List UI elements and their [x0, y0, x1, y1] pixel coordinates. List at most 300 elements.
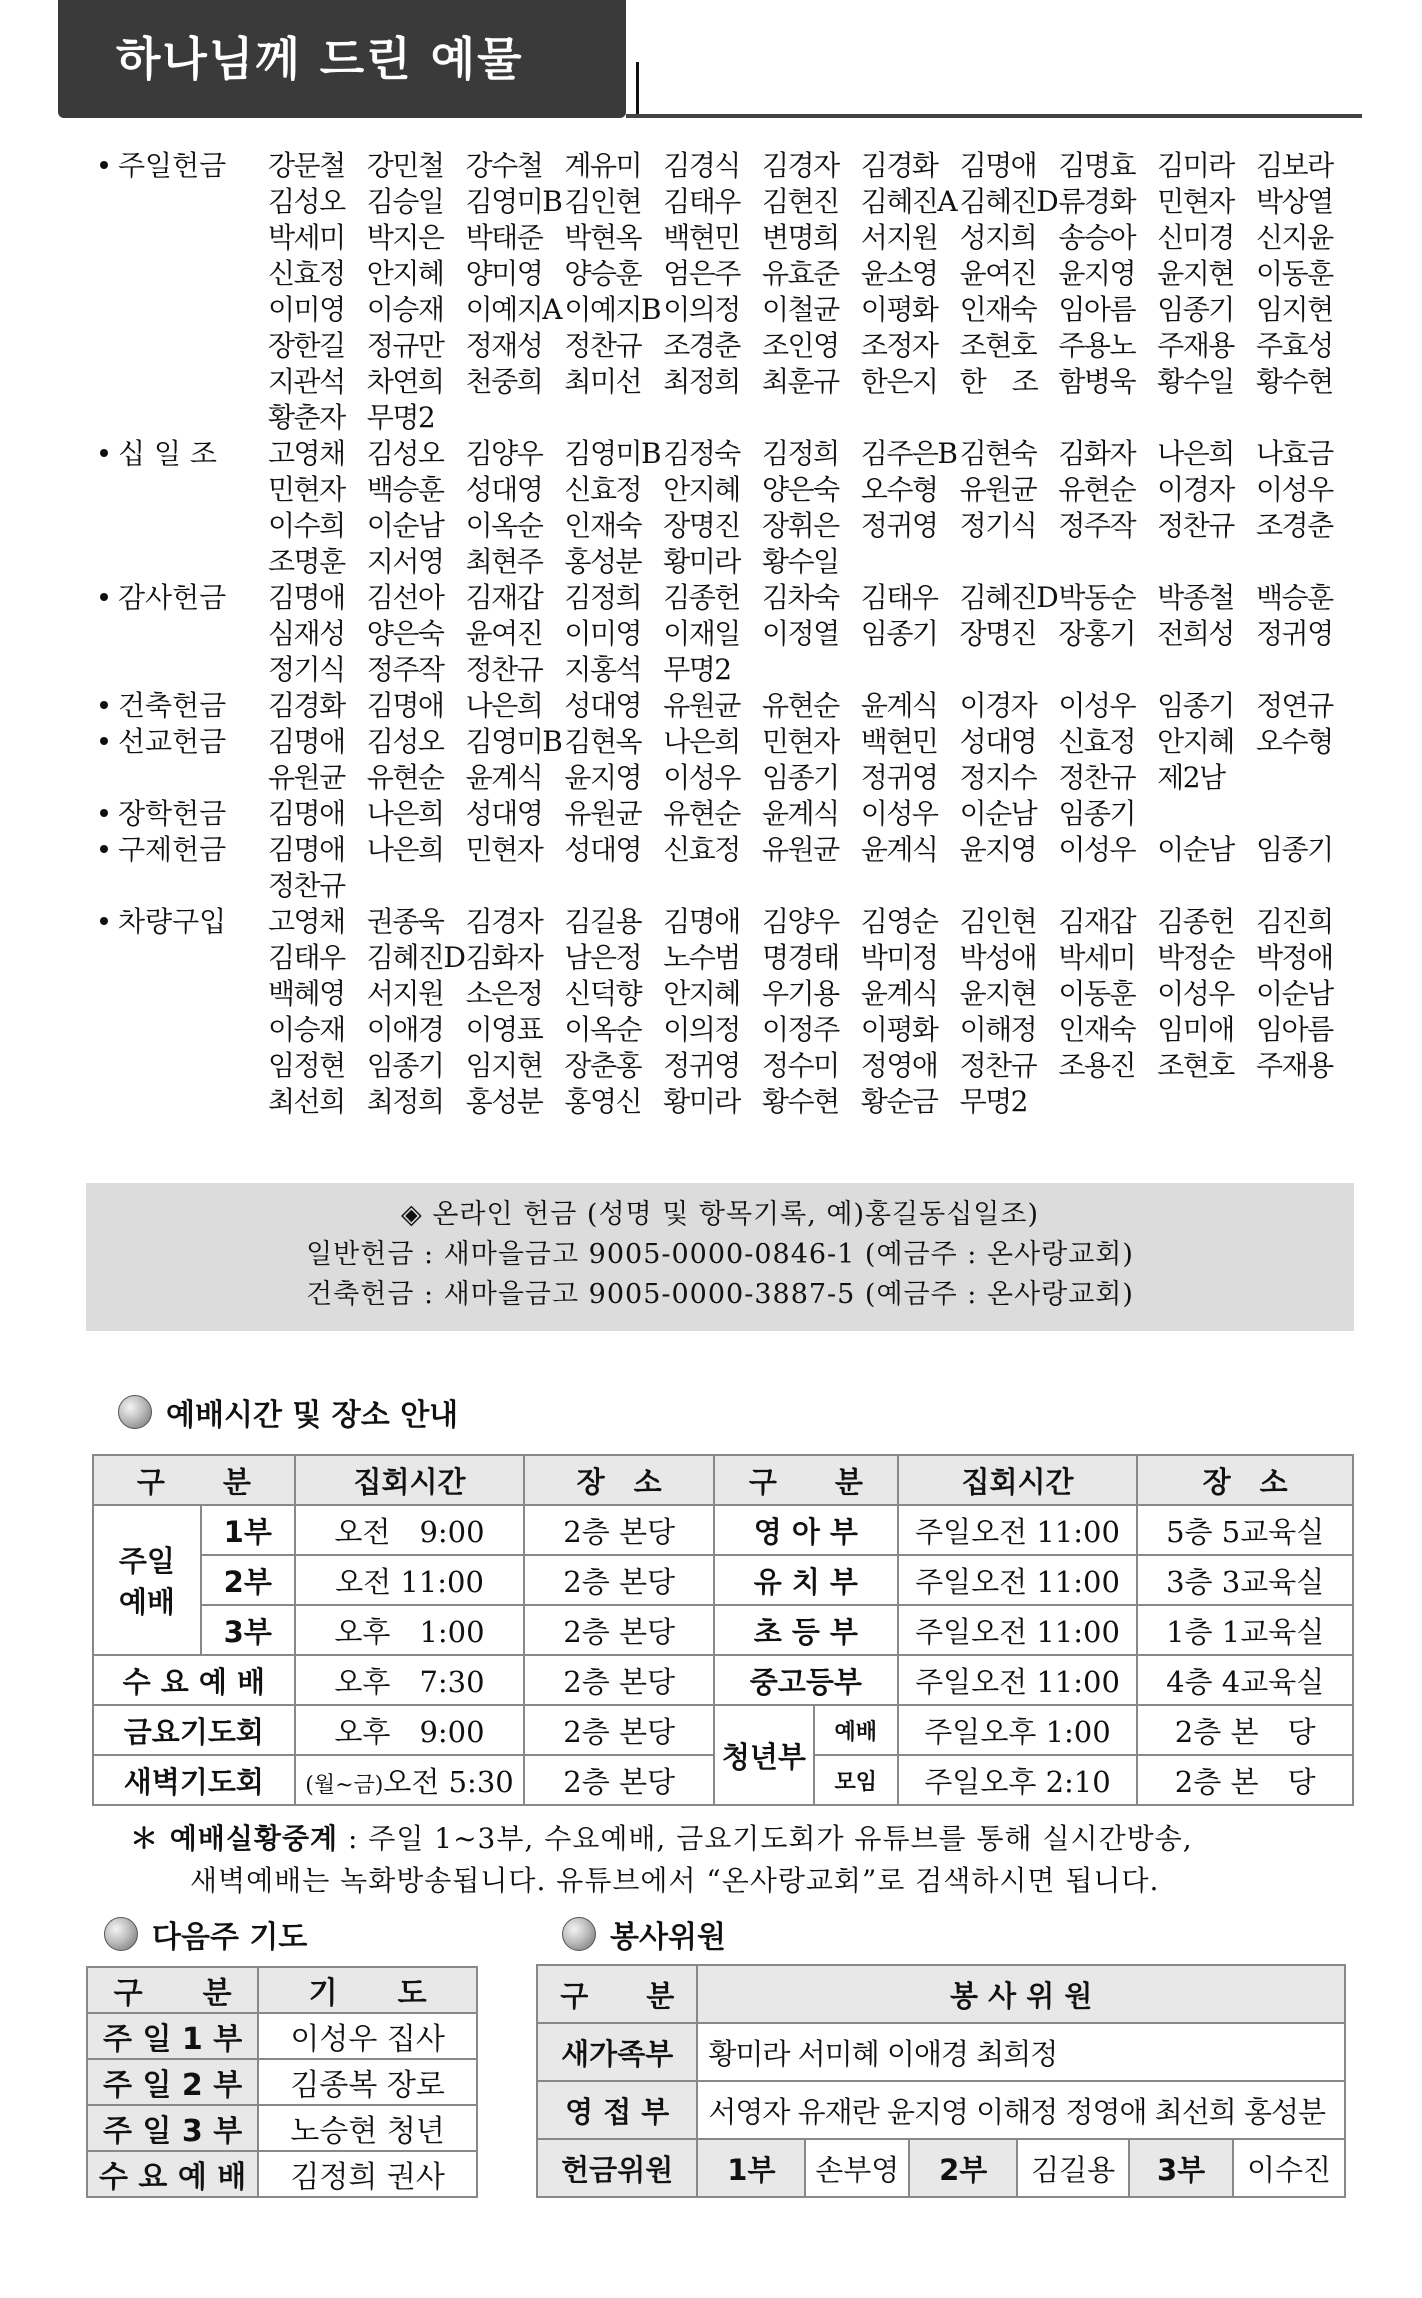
donor-name: 이성우 [1058, 833, 1136, 866]
offering-row [100, 904, 1380, 1120]
donor-name: 이미영 [268, 293, 345, 326]
donor-name: 임지현 [465, 1049, 543, 1082]
dept-time: 주일오전 11:00 [898, 1655, 1138, 1705]
sunday-time: 오후 1:00 [295, 1605, 525, 1655]
donor-name: 김명애 [663, 905, 740, 938]
donor-name: 황미라 [663, 1085, 740, 1118]
donor-name: 임종기 [860, 617, 938, 650]
wednesday-label: 수 요 예 배 [93, 1655, 295, 1705]
donor-name: 임종기 [1157, 293, 1234, 326]
donor-name: 김명애 [366, 689, 444, 722]
donor-name: 홍영신 [564, 1085, 642, 1118]
donor-name: 김태우 [860, 581, 938, 614]
prayer-row-label: 주 일 1 부 [87, 2013, 258, 2059]
donor-name: 나은희 [1157, 437, 1234, 470]
donor-name: 이수희 [268, 509, 345, 542]
volunteer-header-members: 봉 사 위 원 [697, 1965, 1345, 2023]
offering-row [100, 724, 1380, 796]
donor-name: 인재숙 [959, 293, 1037, 326]
donor-name: 이영표 [465, 1013, 543, 1046]
donor-name: 유원균 [564, 797, 642, 830]
donor-name: 이예지B [564, 293, 661, 326]
worship-schedule-table [92, 1454, 1354, 1806]
donor-name: 서지원 [366, 977, 444, 1010]
donor-name: 강문철 [268, 149, 345, 182]
donor-name: 이성우 [1157, 977, 1234, 1010]
donor-name: 안지혜 [366, 257, 444, 290]
offering-names [268, 904, 1380, 1120]
offering-names [268, 148, 1380, 436]
donor-name: 정찬규 [465, 653, 543, 686]
donor-name: 정재성 [465, 329, 543, 362]
offering-category [100, 580, 268, 688]
donor-name: 양은숙 [366, 617, 444, 650]
donor-name: 안지혜 [1157, 725, 1234, 758]
donor-name: 정찬규 [1058, 761, 1136, 794]
donor-name: 윤계식 [860, 977, 938, 1010]
offering-row [100, 796, 1380, 832]
youth-place: 2층 본 당 [1137, 1755, 1353, 1805]
wednesday-time: 오후 7:30 [295, 1655, 525, 1705]
dawn-time: (월~금)오전 5:30 [295, 1755, 525, 1805]
donor-name: 김화자 [1058, 437, 1136, 470]
donor-name: 정귀영 [860, 761, 938, 794]
donor-name: 정지수 [959, 761, 1037, 794]
donor-name: 정주작 [1058, 509, 1136, 542]
donor-name: 유현순 [1058, 473, 1136, 506]
donor-name: 정찬규 [268, 869, 345, 902]
donor-name: 신효정 [1058, 725, 1136, 758]
sunday-worship-label: 주일 예배 [93, 1505, 201, 1655]
youth-place: 2층 본 당 [1137, 1705, 1353, 1755]
donor-name: 김양우 [761, 905, 839, 938]
donor-name: 이의정 [663, 293, 740, 326]
donor-name: 백승훈 [1255, 581, 1333, 614]
donor-name: 이동훈 [1255, 257, 1333, 290]
donor-name: 박세미 [1058, 941, 1136, 974]
donor-name: 장명진 [663, 509, 740, 542]
prayer-section-title [104, 1912, 307, 1956]
donor-name: 이순남 [1157, 833, 1234, 866]
page-title-tab [58, 0, 626, 118]
donor-name: 신미경 [1157, 221, 1234, 254]
donor-name: 조인영 [761, 329, 839, 362]
donor-name: 김재갑 [1058, 905, 1136, 938]
donor-name: 윤계식 [761, 797, 839, 830]
dept-place: 5층 5교육실 [1137, 1505, 1353, 1555]
donor-name: 황수일 [1157, 365, 1234, 398]
broadcast-notice-line2: 새벽예배는 녹화방송됩니다. 유튜브에서 “온사랑교회”로 검색하시면 됩니다. [190, 1864, 1160, 1897]
donor-name: 황순금 [860, 1085, 938, 1118]
donor-name: 김미라 [1157, 149, 1234, 182]
bullet-dot-icon [100, 701, 108, 709]
prayer-row-label: 주 일 2 부 [87, 2059, 258, 2105]
donor-name: 무명2 [959, 1085, 1027, 1118]
offering-names [268, 436, 1380, 580]
donor-name: 윤계식 [465, 761, 543, 794]
donor-name: 김혜진A [860, 185, 957, 218]
sunday-part: 3부 [201, 1605, 295, 1655]
offering-names [268, 796, 1380, 832]
donor-name: 이옥순 [465, 509, 543, 542]
donor-name: 김경화 [860, 149, 938, 182]
donor-name: 임종기 [1058, 797, 1136, 830]
broadcast-notice-label: ＊ 예배실황중계 [130, 1822, 339, 1855]
donor-name: 민현자 [1157, 185, 1234, 218]
donor-name: 이애경 [366, 1013, 444, 1046]
donor-name: 천중희 [465, 365, 543, 398]
donor-name: 조용진 [1058, 1049, 1136, 1082]
friday-label: 금요기도회 [93, 1705, 295, 1755]
donor-name: 이승재 [366, 293, 444, 326]
offering-name: 이수진 [1233, 2139, 1345, 2197]
donor-name: 최훈규 [761, 365, 839, 398]
donor-name: 이동훈 [1058, 977, 1136, 1010]
donor-name: 윤소영 [860, 257, 938, 290]
donor-name: 조경춘 [663, 329, 740, 362]
bullet-ball-icon [562, 1917, 596, 1951]
donor-name: 장홍기 [1058, 617, 1136, 650]
dept-time: 주일오전 11:00 [898, 1555, 1138, 1605]
donor-name: 김명애 [959, 149, 1037, 182]
bullet-dot-icon [100, 845, 108, 853]
donor-name: 김영미B [465, 185, 562, 218]
donor-name: 박성애 [959, 941, 1037, 974]
donor-name: 윤계식 [860, 833, 938, 866]
bullet-ball-icon [104, 1917, 138, 1951]
donor-name: 임종기 [1157, 689, 1234, 722]
donor-name: 이순남 [366, 509, 444, 542]
donor-name: 고영채 [268, 905, 345, 938]
donor-name: 황미라 [663, 545, 740, 578]
donor-name: 강민철 [366, 149, 444, 182]
donor-name: 정주작 [366, 653, 444, 686]
prayer-header-name: 기 도 [258, 1967, 477, 2013]
donor-name: 나효금 [1255, 437, 1333, 470]
donor-name: 정찬규 [959, 1049, 1037, 1082]
donor-name: 김선아 [366, 581, 444, 614]
offering-committee-label: 헌금위원 [537, 2139, 697, 2197]
donor-name: 최선희 [268, 1085, 345, 1118]
donor-name: 지서영 [366, 545, 444, 578]
donor-name: 민현자 [761, 725, 839, 758]
donor-name: 김경화 [268, 689, 345, 722]
friday-place: 2층 본당 [524, 1705, 714, 1755]
donor-name: 이성우 [1255, 473, 1333, 506]
donor-name: 이해정 [959, 1013, 1037, 1046]
donor-name: 지관석 [268, 365, 345, 398]
prayer-row-name: 김종복 장로 [258, 2059, 477, 2105]
header-category: 구 분 [93, 1455, 295, 1505]
donor-name: 정영애 [860, 1049, 938, 1082]
header-time-right: 집회시간 [898, 1455, 1138, 1505]
youth-sub: 모임 [814, 1755, 898, 1805]
donor-name: 민현자 [465, 833, 543, 866]
donor-name: 이순남 [959, 797, 1037, 830]
offering-row [100, 436, 1380, 580]
donor-name: 이성우 [1058, 689, 1136, 722]
donor-name: 김혜진D [959, 581, 1058, 614]
donor-name: 오수형 [1255, 725, 1333, 758]
header-rule [626, 114, 1362, 118]
donor-name: 신지윤 [1255, 221, 1333, 254]
youth-sub: 예배 [814, 1705, 898, 1755]
donor-name: 인재숙 [1058, 1013, 1136, 1046]
offering-category [100, 436, 268, 580]
donor-name: 주재용 [1255, 1049, 1333, 1082]
donor-name: 성대영 [465, 473, 543, 506]
donor-name: 지홍석 [564, 653, 642, 686]
donor-name: 박지은 [366, 221, 444, 254]
donor-name: 최미선 [564, 365, 642, 398]
schedule-title-text: 예배시간 및 장소 안내 [166, 1398, 459, 1433]
donor-name: 김현숙 [959, 437, 1037, 470]
donor-name: 정찬규 [1157, 509, 1234, 542]
donor-name: 박미정 [860, 941, 938, 974]
donor-name: 백혜영 [268, 977, 345, 1010]
bullet-dot-icon [100, 161, 108, 169]
volunteer-table [536, 1964, 1346, 2198]
donor-name: 성대영 [564, 689, 642, 722]
donor-name: 신효정 [268, 257, 345, 290]
donor-name: 김영미B [465, 725, 562, 758]
volunteer-header-category: 구 분 [537, 1965, 697, 2023]
offering-row [100, 580, 1380, 688]
donor-name: 김차숙 [761, 581, 839, 614]
dept-time: 주일오전 11:00 [898, 1605, 1138, 1655]
offering-category [100, 904, 268, 1120]
prayer-title-text: 다음주 기도 [152, 1920, 308, 1955]
donor-name: 백현민 [663, 221, 740, 254]
donor-name: 김태우 [268, 941, 345, 974]
donor-name: 김성오 [366, 437, 444, 470]
sunday-part: 1부 [201, 1505, 295, 1555]
bullet-dot-icon [100, 449, 108, 457]
online-offering-heading: ◈ 온라인 헌금 (성명 및 항목기록, 예)홍길동십일조) [401, 1199, 1039, 1230]
donor-name: 성대영 [959, 725, 1037, 758]
bullet-dot-icon [100, 917, 108, 925]
donor-name: 유효준 [761, 257, 839, 290]
donor-name: 조현호 [1157, 1049, 1234, 1082]
donor-name: 김승일 [366, 185, 444, 218]
donor-name: 장춘홍 [564, 1049, 642, 1082]
dept-label: 영 아 부 [714, 1505, 898, 1555]
donor-name: 유현순 [663, 797, 740, 830]
offering-name: 손부영 [805, 2139, 909, 2197]
volunteer-section-title [562, 1912, 726, 1956]
donor-name: 이옥순 [564, 1013, 642, 1046]
donor-name: 황수일 [761, 545, 839, 578]
donor-name: 한 조 [959, 365, 1038, 398]
sunday-part: 2부 [201, 1555, 295, 1605]
offering-row [100, 148, 1380, 436]
offering-row [100, 688, 1380, 724]
donor-name: 성대영 [564, 833, 642, 866]
donor-name: 나은희 [366, 797, 444, 830]
donor-name: 주용노 [1058, 329, 1136, 362]
donor-name: 이평화 [860, 1013, 938, 1046]
donor-name: 이정주 [761, 1013, 839, 1046]
offering-category-label: 십 일 조 [118, 437, 217, 470]
donor-name: 정귀영 [1255, 617, 1333, 650]
offering-part: 3부 [1129, 2139, 1233, 2197]
donor-name: 무명2 [663, 653, 731, 686]
donor-name: 이평화 [860, 293, 938, 326]
sunday-time: 오전 11:00 [295, 1555, 525, 1605]
offering-category [100, 724, 268, 796]
offering-category-label: 건축헌금 [118, 689, 227, 722]
donor-name: 김영순 [860, 905, 938, 938]
donor-name: 김종헌 [1157, 905, 1234, 938]
donor-name: 김성오 [366, 725, 444, 758]
donor-name: 제2남 [1157, 761, 1225, 794]
donor-name: 김재갑 [465, 581, 543, 614]
donor-name: 장한길 [268, 329, 345, 362]
offering-category [100, 832, 268, 904]
donor-name: 김성오 [268, 185, 345, 218]
donor-name: 나은희 [366, 833, 444, 866]
donor-name: 김태우 [663, 185, 740, 218]
donor-name: 김보라 [1255, 149, 1333, 182]
donor-name: 윤지현 [959, 977, 1037, 1010]
donor-name: 나은희 [465, 689, 543, 722]
donor-name: 정연규 [1255, 689, 1333, 722]
donor-name: 임종기 [366, 1049, 444, 1082]
donor-name: 양미영 [465, 257, 543, 290]
title-divider [636, 62, 639, 114]
donor-name: 주재용 [1157, 329, 1234, 362]
offering-category [100, 688, 268, 724]
prayer-row-name: 이성우 집사 [258, 2013, 477, 2059]
donor-name: 윤여진 [465, 617, 543, 650]
bullet-ball-icon [118, 1395, 152, 1429]
donor-name: 윤여진 [959, 257, 1037, 290]
donor-name: 최정희 [366, 1085, 444, 1118]
donor-name: 한은지 [860, 365, 938, 398]
page-title: 하나님께 드린 예물 [116, 32, 524, 86]
new-family-label: 새가족부 [537, 2023, 697, 2081]
donor-name: 홍성분 [465, 1085, 543, 1118]
volunteer-title-text: 봉사위원 [610, 1920, 726, 1955]
donor-name: 윤지영 [564, 761, 642, 794]
donor-name: 임종기 [1255, 833, 1333, 866]
broadcast-notice [130, 1818, 1370, 1902]
donor-name: 전희성 [1157, 617, 1234, 650]
donor-name: 윤지영 [1058, 257, 1136, 290]
prayer-row-label: 수 요 예 배 [87, 2151, 258, 2197]
donor-name: 박종철 [1157, 581, 1234, 614]
donor-name: 임정현 [268, 1049, 345, 1082]
donor-name: 고영채 [268, 437, 345, 470]
donor-name: 류경화 [1058, 185, 1136, 218]
wednesday-place: 2층 본당 [524, 1655, 714, 1705]
donor-name: 박상열 [1255, 185, 1333, 218]
offering-names [268, 832, 1380, 904]
prayer-row-name: 노승현 청년 [258, 2105, 477, 2151]
donor-name: 박동순 [1058, 581, 1136, 614]
prayer-row-name: 김정희 권사 [258, 2151, 477, 2197]
donor-name: 박정순 [1157, 941, 1234, 974]
donor-name: 변명희 [761, 221, 839, 254]
donor-name: 박정애 [1255, 941, 1333, 974]
donor-name: 정수미 [761, 1049, 839, 1082]
donor-name: 인재숙 [564, 509, 642, 542]
donor-name: 이성우 [860, 797, 938, 830]
offering-row [100, 832, 1380, 904]
donor-name: 김정숙 [663, 437, 740, 470]
donor-name: 백승훈 [366, 473, 444, 506]
donor-name: 유현순 [761, 689, 839, 722]
donor-name: 김주은B [860, 437, 957, 470]
offering-category-label: 장학헌금 [118, 797, 227, 830]
donor-name: 장휘은 [761, 509, 839, 542]
sunday-place: 2층 본당 [524, 1605, 714, 1655]
donor-name: 윤계식 [860, 689, 938, 722]
donor-name: 임지현 [1255, 293, 1333, 326]
donor-name: 조경춘 [1255, 509, 1333, 542]
donor-name: 김명효 [1058, 149, 1136, 182]
donor-name: 안지혜 [663, 473, 740, 506]
bullet-dot-icon [100, 593, 108, 601]
donor-name: 이재일 [663, 617, 740, 650]
donor-name: 임아름 [1058, 293, 1136, 326]
donor-name: 정귀영 [860, 509, 938, 542]
donor-name: 김혜진D [959, 185, 1058, 218]
donor-name: 김인현 [564, 185, 642, 218]
donor-name: 주효성 [1255, 329, 1333, 362]
offering-category [100, 148, 268, 436]
bullet-dot-icon [100, 809, 108, 817]
prayer-row-label: 주 일 3 부 [87, 2105, 258, 2151]
donor-name: 김명애 [268, 581, 345, 614]
donor-name: 서지원 [860, 221, 938, 254]
friday-time: 오후 9:00 [295, 1705, 525, 1755]
reception-label: 영 접 부 [537, 2081, 697, 2139]
youth-time: 주일오후 1:00 [898, 1705, 1138, 1755]
bullet-dot-icon [100, 737, 108, 745]
youth-time: 주일오후 2:10 [898, 1755, 1138, 1805]
offering-names [268, 580, 1380, 688]
donor-name: 박태준 [465, 221, 543, 254]
youth-label: 청년부 [714, 1705, 814, 1805]
header-category-right: 구 분 [714, 1455, 898, 1505]
donor-name: 명경태 [761, 941, 839, 974]
donor-name: 우기용 [761, 977, 839, 1010]
donor-name: 함병욱 [1058, 365, 1136, 398]
donor-name: 민현자 [268, 473, 345, 506]
building-offering-account: 건축헌금 : 새마을금고 9005-0000-3887-5 (예금주 : 온사랑교회) [306, 1279, 1134, 1310]
offering-names [268, 688, 1380, 724]
donor-name: 조정자 [860, 329, 938, 362]
donor-name: 황수현 [761, 1085, 839, 1118]
donor-name: 백현민 [860, 725, 938, 758]
donor-name: 신효정 [663, 833, 740, 866]
donor-name: 양승훈 [564, 257, 642, 290]
header-place: 장 소 [524, 1455, 714, 1505]
donor-name: 소은정 [465, 977, 543, 1010]
offering-name: 김길용 [1017, 2139, 1129, 2197]
donor-name: 윤지영 [959, 833, 1037, 866]
donor-name: 유원균 [761, 833, 839, 866]
sunday-time: 오전 9:00 [295, 1505, 525, 1555]
donor-name: 유현순 [366, 761, 444, 794]
dept-place: 4층 4교육실 [1137, 1655, 1353, 1705]
donor-name: 김종헌 [663, 581, 740, 614]
offering-list [100, 148, 1380, 1120]
donor-name: 유원균 [268, 761, 345, 794]
donor-name: 김현옥 [564, 725, 642, 758]
donor-name: 윤지현 [1157, 257, 1234, 290]
